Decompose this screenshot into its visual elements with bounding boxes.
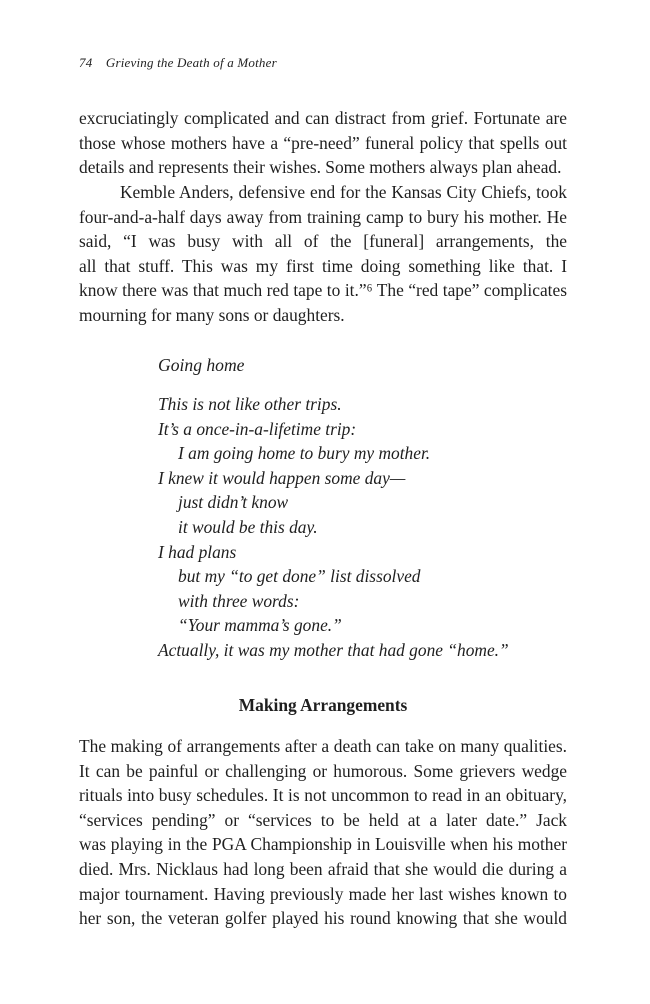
poem-line: Actually, it was my mother that had gone “home.” <box>158 639 509 660</box>
section-heading: Making Arrangements <box>238 695 408 715</box>
poem-line: I had plans <box>158 541 237 562</box>
poem-line: it would be this day. <box>178 516 318 537</box>
text-line: rituals into busy schedules. It is not uncommon to read in an obituary, <box>79 785 567 806</box>
poem-line: but my “to get done” list dissolved <box>178 566 421 587</box>
poem-line: with three words: <box>178 590 300 611</box>
text-line: said, “I was busy with all of the [funeral] arrangements, the <box>79 231 567 252</box>
text-line: those whose mothers have a “pre-need” funeral policy that spells out <box>79 132 567 153</box>
page-number: 74 <box>79 55 93 70</box>
text-line: know there was that much red tape to it.”⁶ The “red tape” complicates <box>79 280 567 301</box>
text-line: Kemble Anders, defensive end for the Kansas City Chiefs, took <box>120 182 567 202</box>
poem-title: Going home <box>158 355 245 375</box>
running-head-title: Grieving the Death of a Mother <box>105 55 277 70</box>
text-line: major tournament. Having previously made her last wishes known to <box>79 883 567 904</box>
text-line: The making of arrangements after a death can take on many qualities. <box>79 736 567 756</box>
paragraph-2 <box>79 180 567 328</box>
poem-line: I am going home to bury my mother. <box>178 443 431 464</box>
text-line: mourning for many sons or daughters. <box>79 304 345 325</box>
poem-line: “Your mamma’s gone.” <box>178 615 342 636</box>
poem-line: just didn’t know <box>178 492 289 513</box>
running-head <box>79 55 277 71</box>
text-line: her son, the veteran golfer played his round knowing that she would <box>79 908 567 929</box>
poem <box>158 392 509 663</box>
text-line: all that stuff. This was my first time doing something like that. I <box>79 255 567 276</box>
paragraph-3 <box>79 734 567 931</box>
text-line: died. Mrs. Nicklaus had long been afraid that she would die during a <box>79 858 567 879</box>
text-line: four-and-a-half days away from training camp to bury his mother. He <box>79 206 567 227</box>
text-line: details and represents their wishes. Some mothers always plan ahead. <box>79 157 562 178</box>
text-line: “services pending” or “services to be held at a later date.” Jack <box>79 809 567 830</box>
poem-line: I knew it would happen some day— <box>158 467 406 488</box>
poem-line: This is not like other trips. <box>158 394 342 414</box>
text-line: It can be painful or challenging or humorous. Some grievers wedge <box>79 760 567 781</box>
text-line: excruciatingly complicated and can distract from grief. Fortunate are <box>79 108 567 128</box>
paragraph-1 <box>79 106 567 180</box>
poem-line: It’s a once-in-a-lifetime trip: <box>158 418 357 439</box>
text-line: was playing in the PGA Championship in Louisville when his mother <box>79 834 567 855</box>
